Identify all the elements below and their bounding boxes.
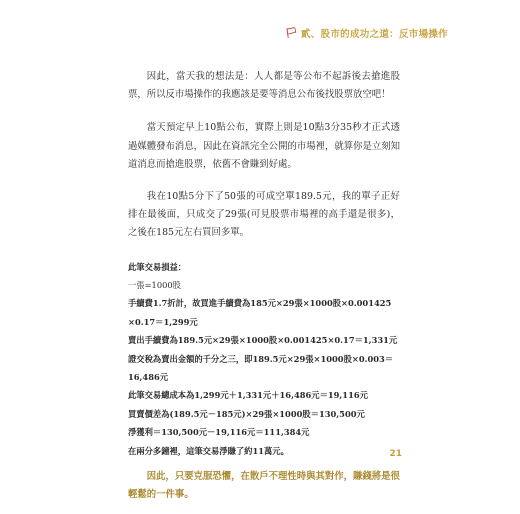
trade-calculation	[128, 258, 400, 460]
calc-line: 證交稅為賣出金額的千分之三，即189.5元×29張×1000股×0.003＝	[128, 353, 394, 364]
calc-line: 手續費1.7折計，故買進手續費為185元×29張×1000股×0.001425	[128, 298, 392, 309]
chapter-title: 貳、股市的成功之道：反市場操作	[300, 29, 448, 40]
paragraph-1: 因此，當天我的想法是：人人都是等公布不起訴後去搶進股票，所以反市場操作的我應該是要等消息公布後找股票放空吧！	[128, 71, 400, 101]
calc-line: 淨獲利＝130,500元－19,116元＝111,384元	[128, 427, 310, 438]
paragraph-3: 我在10點5分下了50張的可成空單189.5元，我的單子正好排在最後面，只成交了29張(可見股票市場裡的高手還是很多)，之後在185元左右買回多單。	[128, 191, 400, 239]
calc-line: 此筆交易總成本為1,299元＋1,331元＋16,486元＝19,116元	[128, 390, 368, 401]
page-number: 21	[389, 449, 402, 459]
calc-title: 此筆交易損益：	[128, 261, 187, 272]
conclusion-paragraph: 因此，只要克服恐懼，在散戶不理性時與其對作，賺錢將是很輕鬆的一件事。	[128, 471, 400, 501]
flag-icon: 🏳	[284, 27, 298, 39]
calc-line: 在兩分多鐘裡，這筆交易淨賺了約11萬元。	[128, 445, 289, 456]
paragraph-2: 當天預定早上10點公布，實際上則是10點3分35秒才正式透過媒體發布消息，因此在資訊完全公開的市場裡，就算你是立刻知道消息而搶進股票，依舊不會賺到好處。	[128, 122, 400, 170]
page-content	[128, 64, 400, 514]
calc-line: 賣出手續費為189.5元×29張×1000股×0.001425×0.17＝1,331元	[128, 335, 398, 346]
chapter-header	[285, 26, 448, 40]
calc-line: 買賣價差為(189.5元－185元)×29張×1000股＝130,500元	[128, 408, 365, 419]
calc-line: ×0.17＝1,299元	[128, 316, 198, 327]
calc-line: 16,486元	[128, 372, 169, 383]
calc-line: 一張=1000股	[128, 280, 181, 291]
